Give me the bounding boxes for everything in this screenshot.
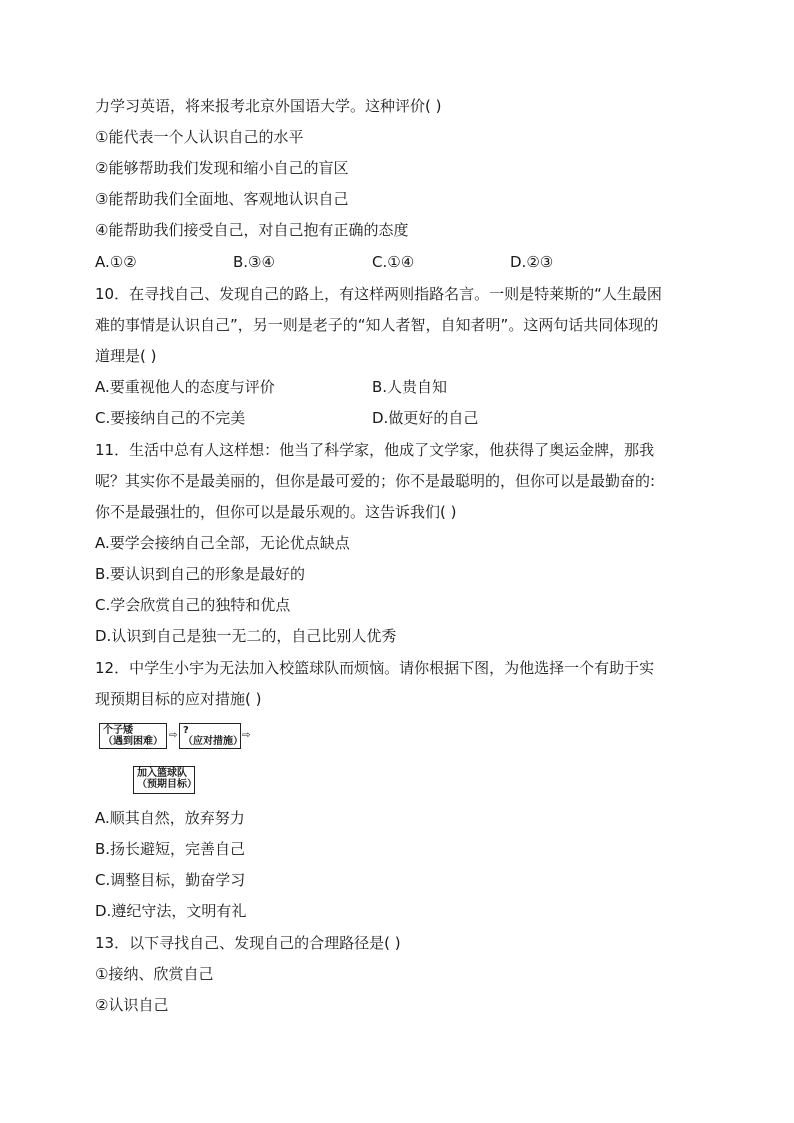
arrow-right-icon: ⇨ [242, 730, 251, 741]
q12-flow-diagram [95, 718, 265, 800]
q11-option-c: C.学会欣赏自己的独特和优点 [95, 596, 291, 614]
q9-option-b: B.③④ [233, 253, 275, 271]
arrow-right-icon: ⇨ [169, 730, 178, 741]
q12-option-a: A.顺其自然，放弃努力 [95, 809, 245, 827]
q13-statement-2: ②认识自己 [95, 996, 169, 1014]
q12-option-c: C.调整目标，勤奋学习 [95, 871, 246, 889]
q10-option-c: C.要接纳自己的不完美 [95, 409, 246, 427]
q10-option-b: B.人贵自知 [372, 378, 448, 396]
q10-option-d: D.做更好的自己 [372, 409, 479, 427]
q11-option-d: D.认识到自己是独一无二的，自己比别人优秀 [95, 627, 397, 645]
q11-stem-line-3: 你不是最强壮的，但你可以是最乐观的。这告诉我们( ) [95, 503, 457, 521]
difficulty-box-title: 个子矮 [103, 725, 133, 736]
q11-stem-line-2: 呢？其实你不是最美丽的，但你是最可爱的；你不是最聪明的，但你可以是最勤奋的: [95, 472, 656, 490]
q9-statement-1: ①能代表一个人认识自己的水平 [95, 128, 304, 146]
q10-option-a: A.要重视他人的态度与评价 [95, 378, 275, 396]
q12-option-b: B.扬长避短，完善自己 [95, 840, 246, 858]
measure-box-caption: （应对措施） [183, 736, 243, 747]
q9-statement-3: ③能帮助我们全面地、客观地认识自己 [95, 190, 349, 208]
q9-option-d: D.②③ [510, 253, 554, 271]
q11-option-a: A.要学会接纳自己全部，无论优点缺点 [95, 534, 350, 552]
q12-stem-line-2: 现预期目标的应对措施( ) [95, 690, 262, 708]
q12-stem-line-1: 12．中学生小宇为无法加入校篮球队而烦恼。请你根据下图，为他选择一个有助于实 [95, 659, 655, 677]
measure-box-title: ? [183, 725, 189, 736]
q9-option-a: A.①② [95, 253, 137, 271]
goal-box-title: 加入篮球队 [137, 768, 187, 779]
q9-option-c: C.①④ [372, 253, 415, 271]
goal-box [133, 766, 195, 794]
q11-stem-line-1: 11．生活中总有人这样想：他当了科学家，他成了文学家，他获得了奥运金牌，那我 [95, 441, 655, 459]
goal-box-caption: （预期目标） [137, 779, 197, 790]
q10-stem-line-3: 道理是( ) [95, 347, 157, 365]
q9-stem-tail: 力学习英语，将来报考北京外国语大学。这种评价( ) [95, 97, 442, 115]
q12-option-d: D.遵纪守法，文明有礼 [95, 902, 247, 920]
difficulty-box-caption: （遇到困难） [103, 736, 163, 747]
q10-stem-line-1: 10．在寻找自己、发现自己的路上，有这样两则指路名言。一则是特莱斯的“人生最困 [95, 285, 662, 303]
q13-stem: 13．以下寻找自己、发现自己的合理路径是( ) [95, 934, 401, 952]
q10-stem-line-2: 难的事情是认识自己”，另一则是老子的“知人者智，自知者明”。这两句话共同体现的 [95, 316, 659, 334]
q11-option-b: B.要认识到自己的形象是最好的 [95, 565, 306, 583]
difficulty-box [99, 723, 167, 749]
q13-statement-1: ①接纳、欣赏自己 [95, 965, 214, 983]
q9-statement-2: ②能够帮助我们发现和缩小自己的盲区 [95, 159, 349, 177]
q9-statement-4: ④能帮助我们接受自己，对自己抱有正确的态度 [95, 221, 409, 239]
measure-box [179, 723, 241, 749]
